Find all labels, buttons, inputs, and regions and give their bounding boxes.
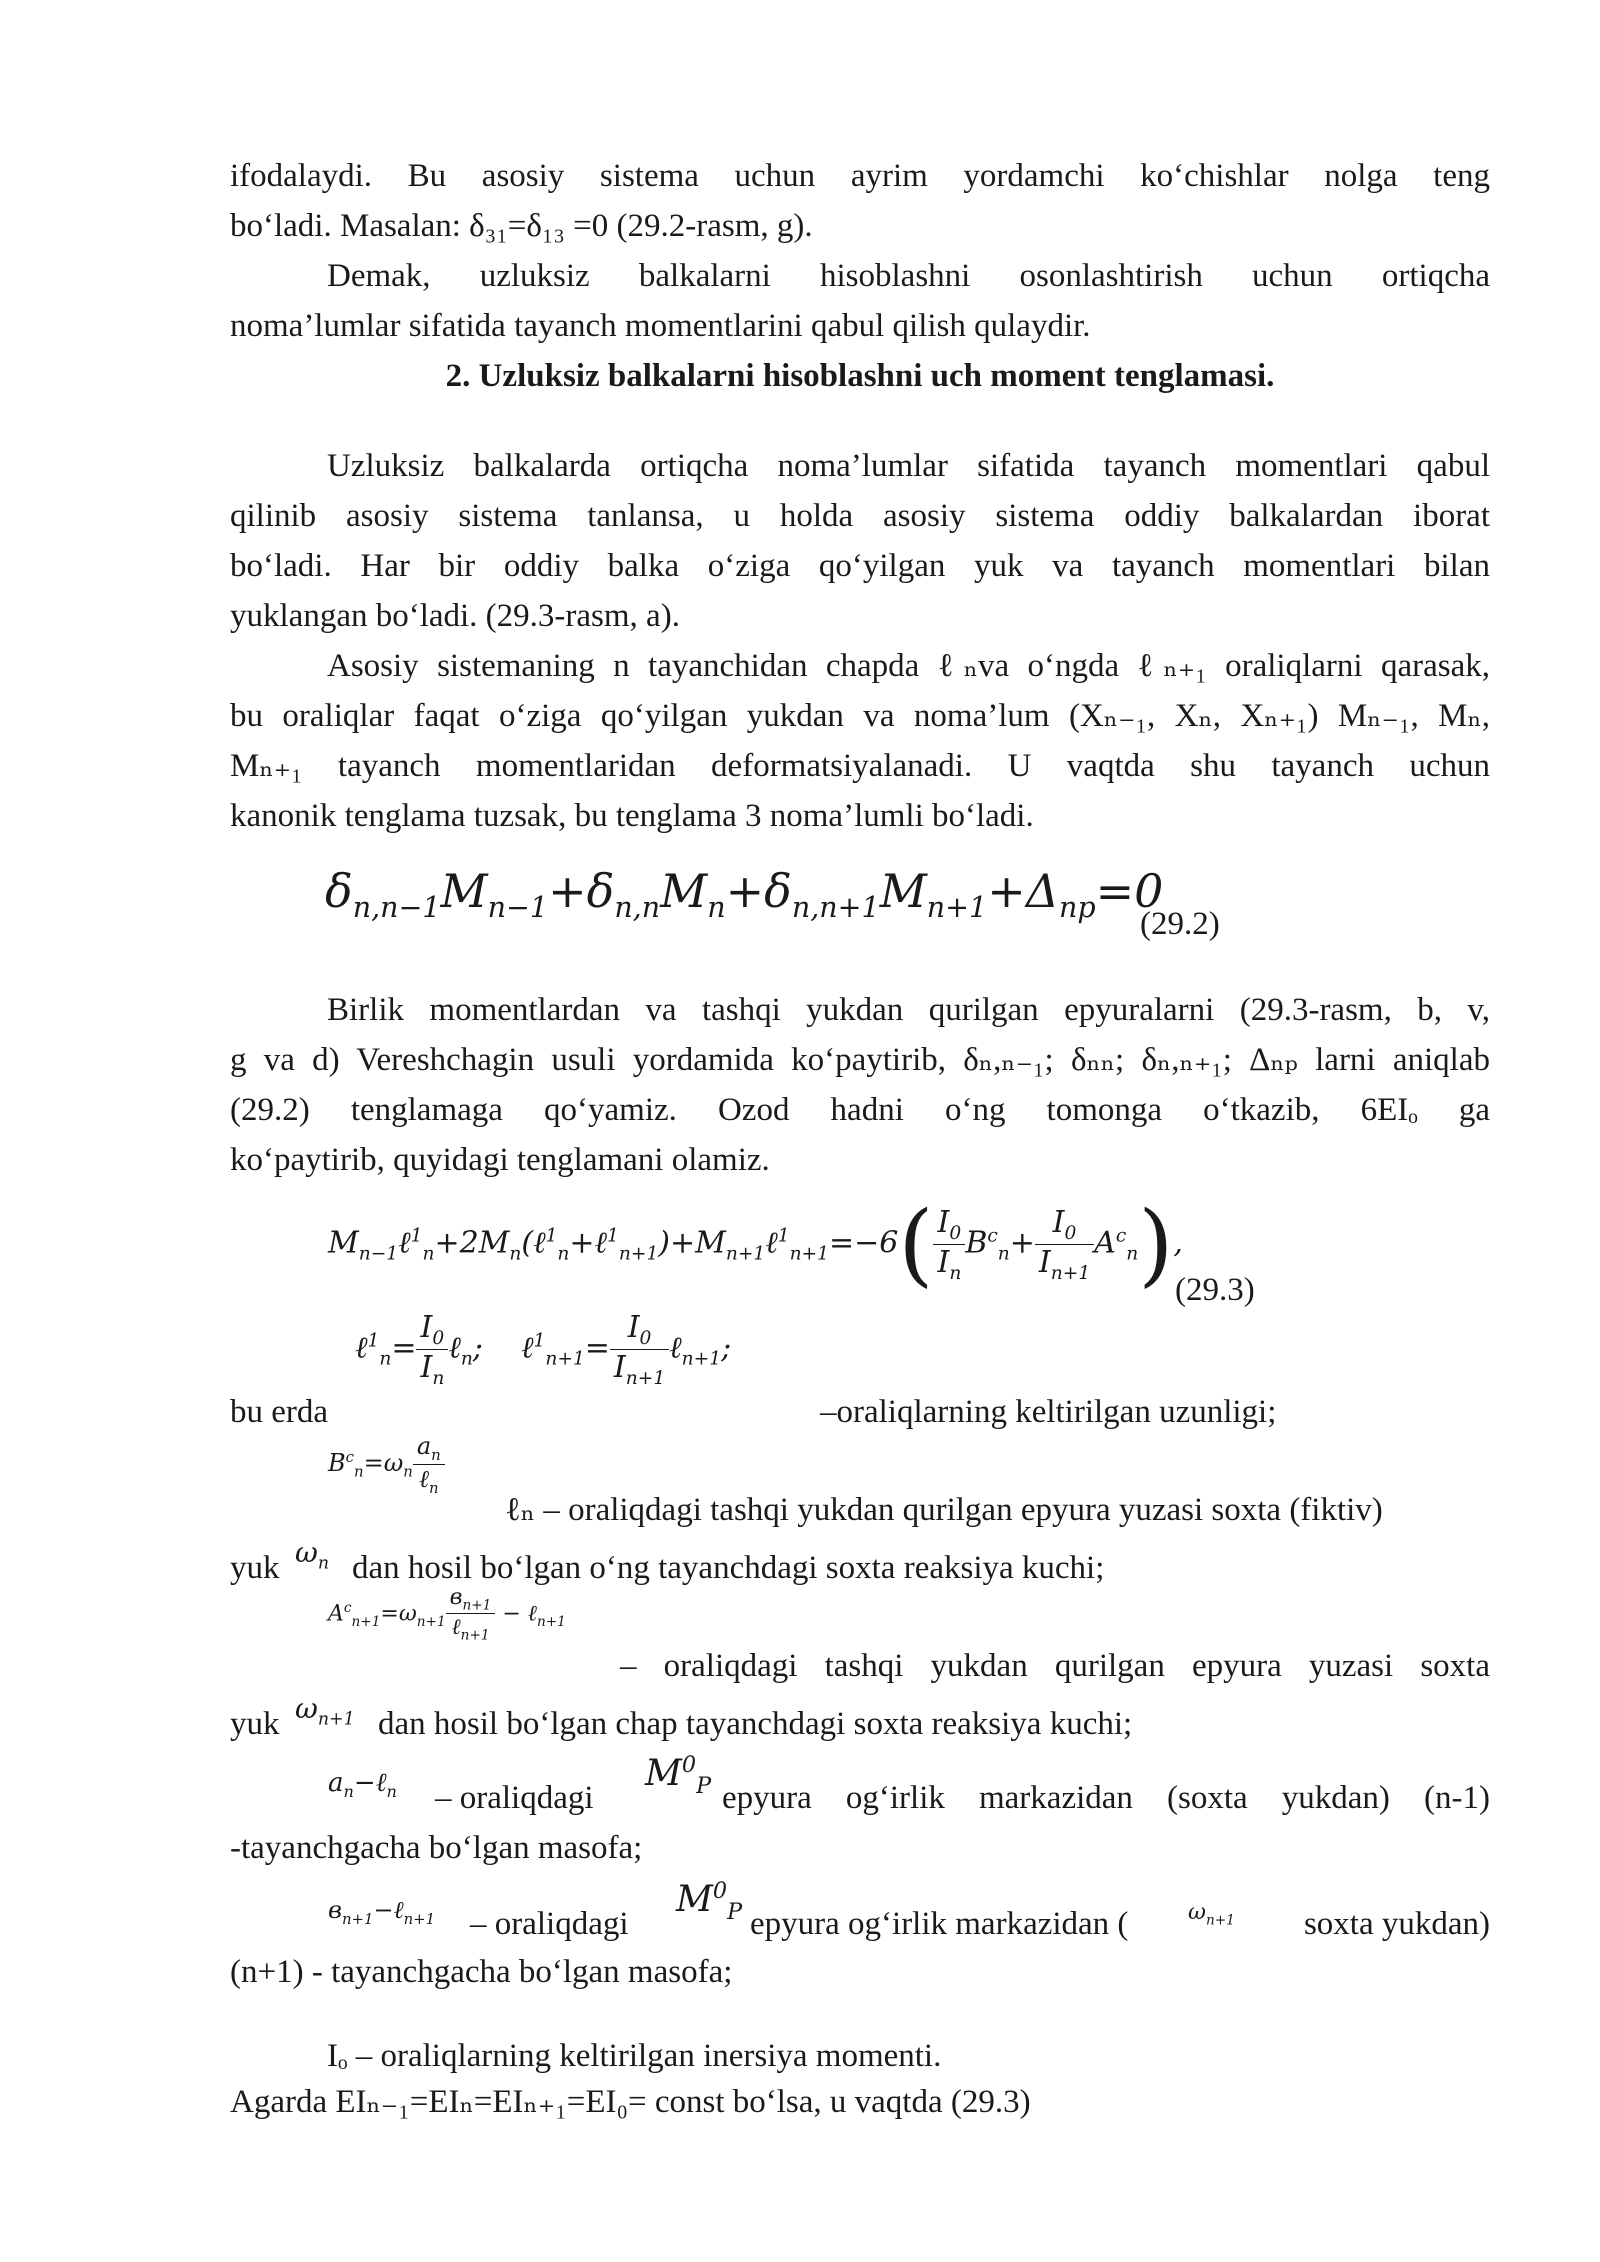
equation-number: (29.3) — [1175, 1272, 1255, 1308]
text-line: epyura og‘irlik markazidan ( — [750, 1906, 1129, 1942]
text-line: Birlik momentlardan va tashqi yukdan qurilgan epyuralarni (29.3-rasm, b, v, — [327, 992, 1490, 1028]
equation-number: (29.2) — [1140, 906, 1220, 942]
text-line: Agarda EIₙ₋₁=EIₙ=EIₙ₊₁=EI₀= const bo‘lsa, u vaqtda (29.3) — [230, 2084, 1031, 2120]
text-line: bo‘ladi. Masalan: δ₃₁=δ₁₃ =0 (29.2-rasm, g). — [230, 208, 813, 244]
text-line: (29.2) tenglamaga qo‘yamiz. Ozod hadni o‘ng tomonga o‘tkazib, 6EIₒ ga — [230, 1092, 1490, 1128]
distance-formula-a: $a_n-\ell_n$ — [328, 1768, 397, 1802]
distance-formula-b: $в_{n+1}-\ell_{n+1}$ — [328, 1896, 436, 1928]
text-line: Uzluksiz balkalarda ortiqcha noma’lumlar sifatida tayanch momentlari qabul — [327, 448, 1490, 484]
text-label: bu erda — [230, 1394, 329, 1430]
text-line: soxta yukdan) — [1303, 1906, 1490, 1942]
text-line: dan hosil bo‘lgan o‘ng tayanchdagi soxta reaksiya kuchi; — [352, 1550, 1105, 1586]
omega-symbol: $\omega_{n+1}$ — [1188, 1900, 1235, 1929]
text-line: (n+1) - tayanchgacha bo‘lgan masofa; — [230, 1954, 733, 1990]
text-line: bu oraliqlar faqat o‘ziga qo‘yilgan yukdan va noma’lum (Xₙ₋₁, Xₙ, Xₙ₊₁) Mₙ₋₁, Mₙ, — [230, 698, 1490, 734]
text-line: kanonik tenglama tuzsak, bu tenglama 3 noma’lumli bo‘ladi. — [230, 798, 1034, 834]
text-line: yuk — [230, 1550, 280, 1586]
text-line: g va d) Vereshchagin usuli yordamida ko‘paytirib, δₙ,ₙ₋₁; δₙₙ; δₙ,ₙ₊₁; Δₙₚ larni aniqlab — [230, 1042, 1490, 1078]
moment-symbol: $M^0_P$ — [645, 1752, 712, 1800]
text-line: – oraliqdagi — [470, 1906, 629, 1942]
text-line: yuk — [230, 1706, 280, 1742]
equation-29-3: $M_{n-1}\ell^1_n+2M_n(\ell^1_n+\ell^1_{n+1})+M_{n+1}\ell^1_{n+1}=-6$( $\frac{I_0}{I_n}$ $B^c_n+$ $\frac{I_0}{I_{n+1}}$ $A^c_n$), — [328, 1192, 1183, 1297]
text-line: Mₙ₊₁ tayanch momentlaridan deformatsiyalanadi. U vaqtda shu tayanch uchun — [230, 748, 1490, 784]
text-line: Demak, uzluksiz balkalarni hisoblashni osonlashtirish uchun ortiqcha — [327, 258, 1490, 294]
text-line: ℓₙ – oraliqdagi tashqi yukdan qurilgan epyura yuzasi soxta (fiktiv) — [505, 1492, 1383, 1528]
fictive-reaction-formula-a: $A^c_{n+1}=\omega_{n+1}$ $\frac{в_{n+1}}{\ell_{n+1}}$ − ℓ$_{n+1}$ — [328, 1585, 566, 1644]
moment-symbol: $M^0_P$ — [676, 1878, 743, 1926]
text-line: yuklangan bo‘ladi. (29.3-rasm, a). — [230, 598, 680, 634]
reduced-length-formula: ℓ$^1_n$= $\frac{I_0}{I_n}$ ℓ$_n$; ℓ$^1_{n+1}$= $\frac{I_0}{I_{n+1}}$ ℓ$_{n+1}$; — [355, 1310, 732, 1389]
text-line: -tayanchgacha bo‘lgan masofa; — [230, 1830, 643, 1866]
text-line: Asosiy sistemaning n tayanchidan chapda ℓₙva o‘ngda ℓₙ₊₁ oraliqlarni qarasak, — [327, 648, 1490, 684]
text-line: epyura og‘irlik markazidan (soxta yukdan) (n-1) — [722, 1780, 1490, 1816]
text-line: qilinib asosiy sistema tanlansa, u holda asosiy sistema oddiy balkalardan iborat — [230, 498, 1490, 534]
text-line: – oraliqdagi — [435, 1780, 594, 1816]
text-line: ifodalaydi. Bu asosiy sistema uchun ayrim yordamchi ko‘chishlar nolga teng — [230, 158, 1490, 194]
fictive-reaction-formula-b: $B^c_n=\omega_n$ $\frac{a_n}{\ell_n}$ — [328, 1432, 445, 1497]
text-line: –oraliqlarning keltirilgan uzunligi; — [820, 1394, 1277, 1430]
text-line: – oraliqdagi tashqi yukdan qurilgan epyura yuzasi soxta — [620, 1648, 1490, 1684]
text-line: ko‘paytirib, quyidagi tenglamani olamiz. — [230, 1142, 770, 1178]
text-line: bo‘ladi. Har bir oddiy balka o‘ziga qo‘yilgan yuk va tayanch momentlari bilan — [230, 548, 1490, 584]
section-heading: 2. Uzluksiz balkalarni hisoblashni uch moment tenglamasi. — [445, 358, 1275, 394]
equation-three-moment: $\delta_{n,n-1}M_{n-1}+\delta_{n,n}M_n+\delta_{n,n+1}M_{n+1}+\Delta_{np}=0$ — [325, 864, 1164, 925]
text-line: noma’lumlar sifatida tayanch momentlarini qabul qilish qulaydir. — [230, 308, 1091, 344]
omega-symbol: $\omega_{n+1}$ — [295, 1692, 355, 1730]
text-line: dan hosil bo‘lgan chap tayanchdagi soxta reaksiya kuchi; — [378, 1706, 1133, 1742]
text-line: Iₒ – oraliqlarning keltirilgan inersiya momenti. — [327, 2038, 942, 2074]
omega-symbol: $\omega_n$ — [295, 1536, 330, 1574]
